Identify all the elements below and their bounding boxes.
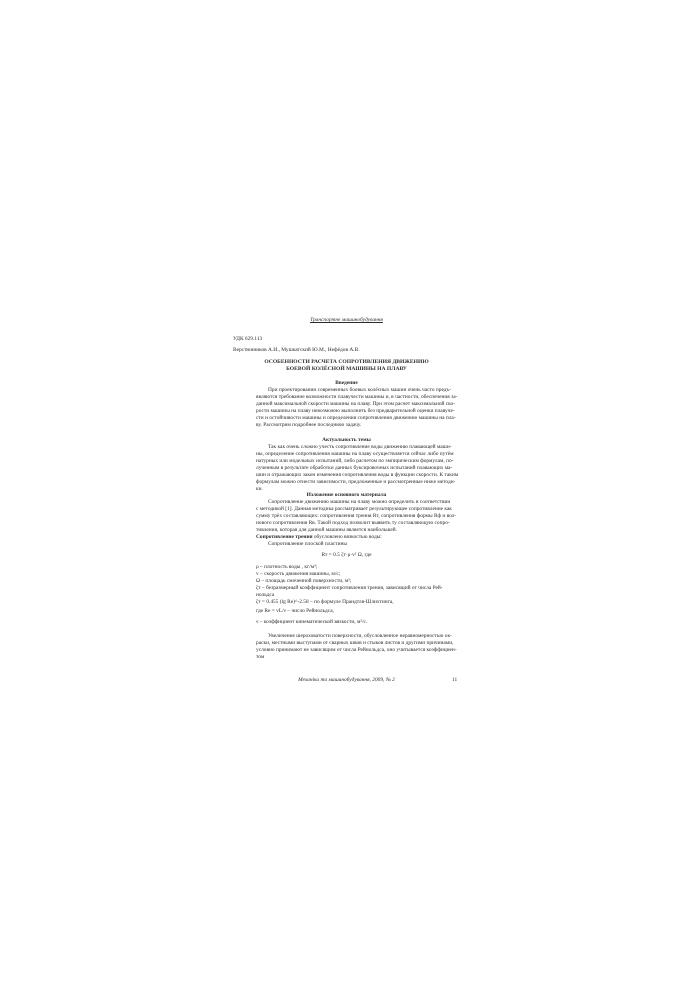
friction-formula: Rт = 0.5 ζт·ρ·v² Ω, где bbox=[321, 552, 372, 558]
paragraph-line: шин и отражающих закон изменения сопротивления воды в функции скорости. К таким bbox=[256, 472, 459, 478]
paragraph-line: условно принимают не зависящим от числа Рейнольдса, оно учитывается коэффициен- bbox=[256, 647, 457, 653]
paragraph-line: При проектировании современных боевых колёсных машин очень часто предъ- bbox=[268, 387, 452, 393]
definition-line: ζт = 0.455 (lg Re)^-2.58 – по формуле Прандтля-Шлихтинга, bbox=[256, 599, 394, 605]
paragraph-line: тивления, которая для данной машины является наибольшей. bbox=[256, 527, 397, 533]
friction-intro-line bbox=[256, 534, 382, 541]
page-number: 11 bbox=[452, 677, 458, 683]
paragraph-line: Увеличение шероховатости поверхности, обусловленное неравномерностью ок- bbox=[268, 633, 452, 639]
paragraph-line: сумму трёх составляющих: сопротивления трения Rт, сопротивления формы Rф и вол- bbox=[256, 513, 457, 519]
definition-line: ζт – безразмерный коэффициент сопротивления трения, зависящий от числа Рей- bbox=[256, 585, 443, 591]
footer-journal-citation: Механіка та машинобудування, 2009, № 2 bbox=[298, 677, 395, 683]
friction-subheading: Сопротивление трения bbox=[256, 534, 313, 540]
friction-intro-text: обусловлено вязкостью воды: bbox=[312, 534, 382, 540]
paragraph-line: Так как очень сложно учесть сопротивление воды движению плавающей маши- bbox=[268, 444, 452, 450]
definition-line: v – скорость движения машины, м/с; bbox=[256, 571, 341, 577]
reynolds-definition-line: где Re = vL/ν – число Рейнольдса, bbox=[256, 608, 334, 614]
paragraph-line: являются требование возможности плавучести машины и, в частности, обеспечения за- bbox=[256, 394, 458, 400]
definition-line: ρ – плотность воды , кг/м³; bbox=[256, 564, 318, 570]
paragraph-line: формулам можно отнести зависимости, предложенные и рассмотренные ниже методи- bbox=[256, 479, 456, 485]
paragraph-line: лученным в результате обработки данных буксировочных испытаний плавающих ма- bbox=[256, 465, 453, 471]
udc-code: УДК 629.113 bbox=[233, 336, 263, 342]
paragraph-line: с методикой [1]. Данная методика рассматривает результирующее сопротивление как bbox=[256, 506, 452, 512]
author-list: Верстюнников А.И., Мушкатский Ю.М., Нефёдов А.В. bbox=[233, 347, 360, 353]
paragraph-line: натурных или модельных испытаний, либо расчетом по эмпирическим формулам, по- bbox=[256, 458, 454, 464]
paragraph-line: ки. bbox=[256, 486, 263, 492]
section-heading-main: Изложение основного материала bbox=[306, 492, 387, 498]
paper-title-line-2: БОЕВОЙ КОЛЁСНОЙ МАШИНЫ НА ПЛАВУ bbox=[286, 366, 407, 372]
section-heading-relevance: Актуальность темы bbox=[322, 437, 371, 443]
paragraph-line: нового сопротивления Rв. Такой подход позволит выявить ту составляющую сопро- bbox=[256, 520, 450, 526]
paragraph-line: рости машины на плаву невозможно выполнить без предварительной оценки плавуче- bbox=[256, 408, 455, 414]
definition-line: Ω – площадь смоченной поверхности, м²; bbox=[256, 578, 352, 584]
paragraph-line: Сопротивление движению машины на плаву можно определить в соответствии bbox=[268, 499, 451, 505]
paragraph-line: ны, определение сопротивления машины на плаву осуществляется сейчас либо путём bbox=[256, 451, 454, 457]
paragraph-line: том bbox=[256, 654, 265, 660]
section-heading-introduction: Введение bbox=[335, 380, 358, 386]
paragraph-line: данной максимальной скорости машины на плаву. При этом расчет максимальной ско- bbox=[256, 401, 456, 407]
running-header: Транспортне машинобудування bbox=[310, 317, 383, 323]
paragraph-line: сти и остойчивости машины и определения сопротивления движению машины на пла- bbox=[256, 415, 456, 421]
paper-title-line-1: ОСОБЕННОСТИ РАСЧЕТА СОПРОТИВЛЕНИЯ ДВИЖЕНИЮ bbox=[264, 359, 429, 365]
definition-line: нольдса bbox=[256, 592, 275, 598]
paragraph-line: раски, местными выступами от сварных швов и стыков листов и другими причинами, bbox=[256, 640, 454, 646]
plate-resistance-line: Сопротивление плоской пластины bbox=[268, 541, 347, 547]
definition-line: ν – коэффициент кинематической вязкости, м²/с. bbox=[256, 619, 368, 625]
paragraph-line: ву. Рассмотрим подробнее последнюю задачу. bbox=[256, 422, 362, 428]
